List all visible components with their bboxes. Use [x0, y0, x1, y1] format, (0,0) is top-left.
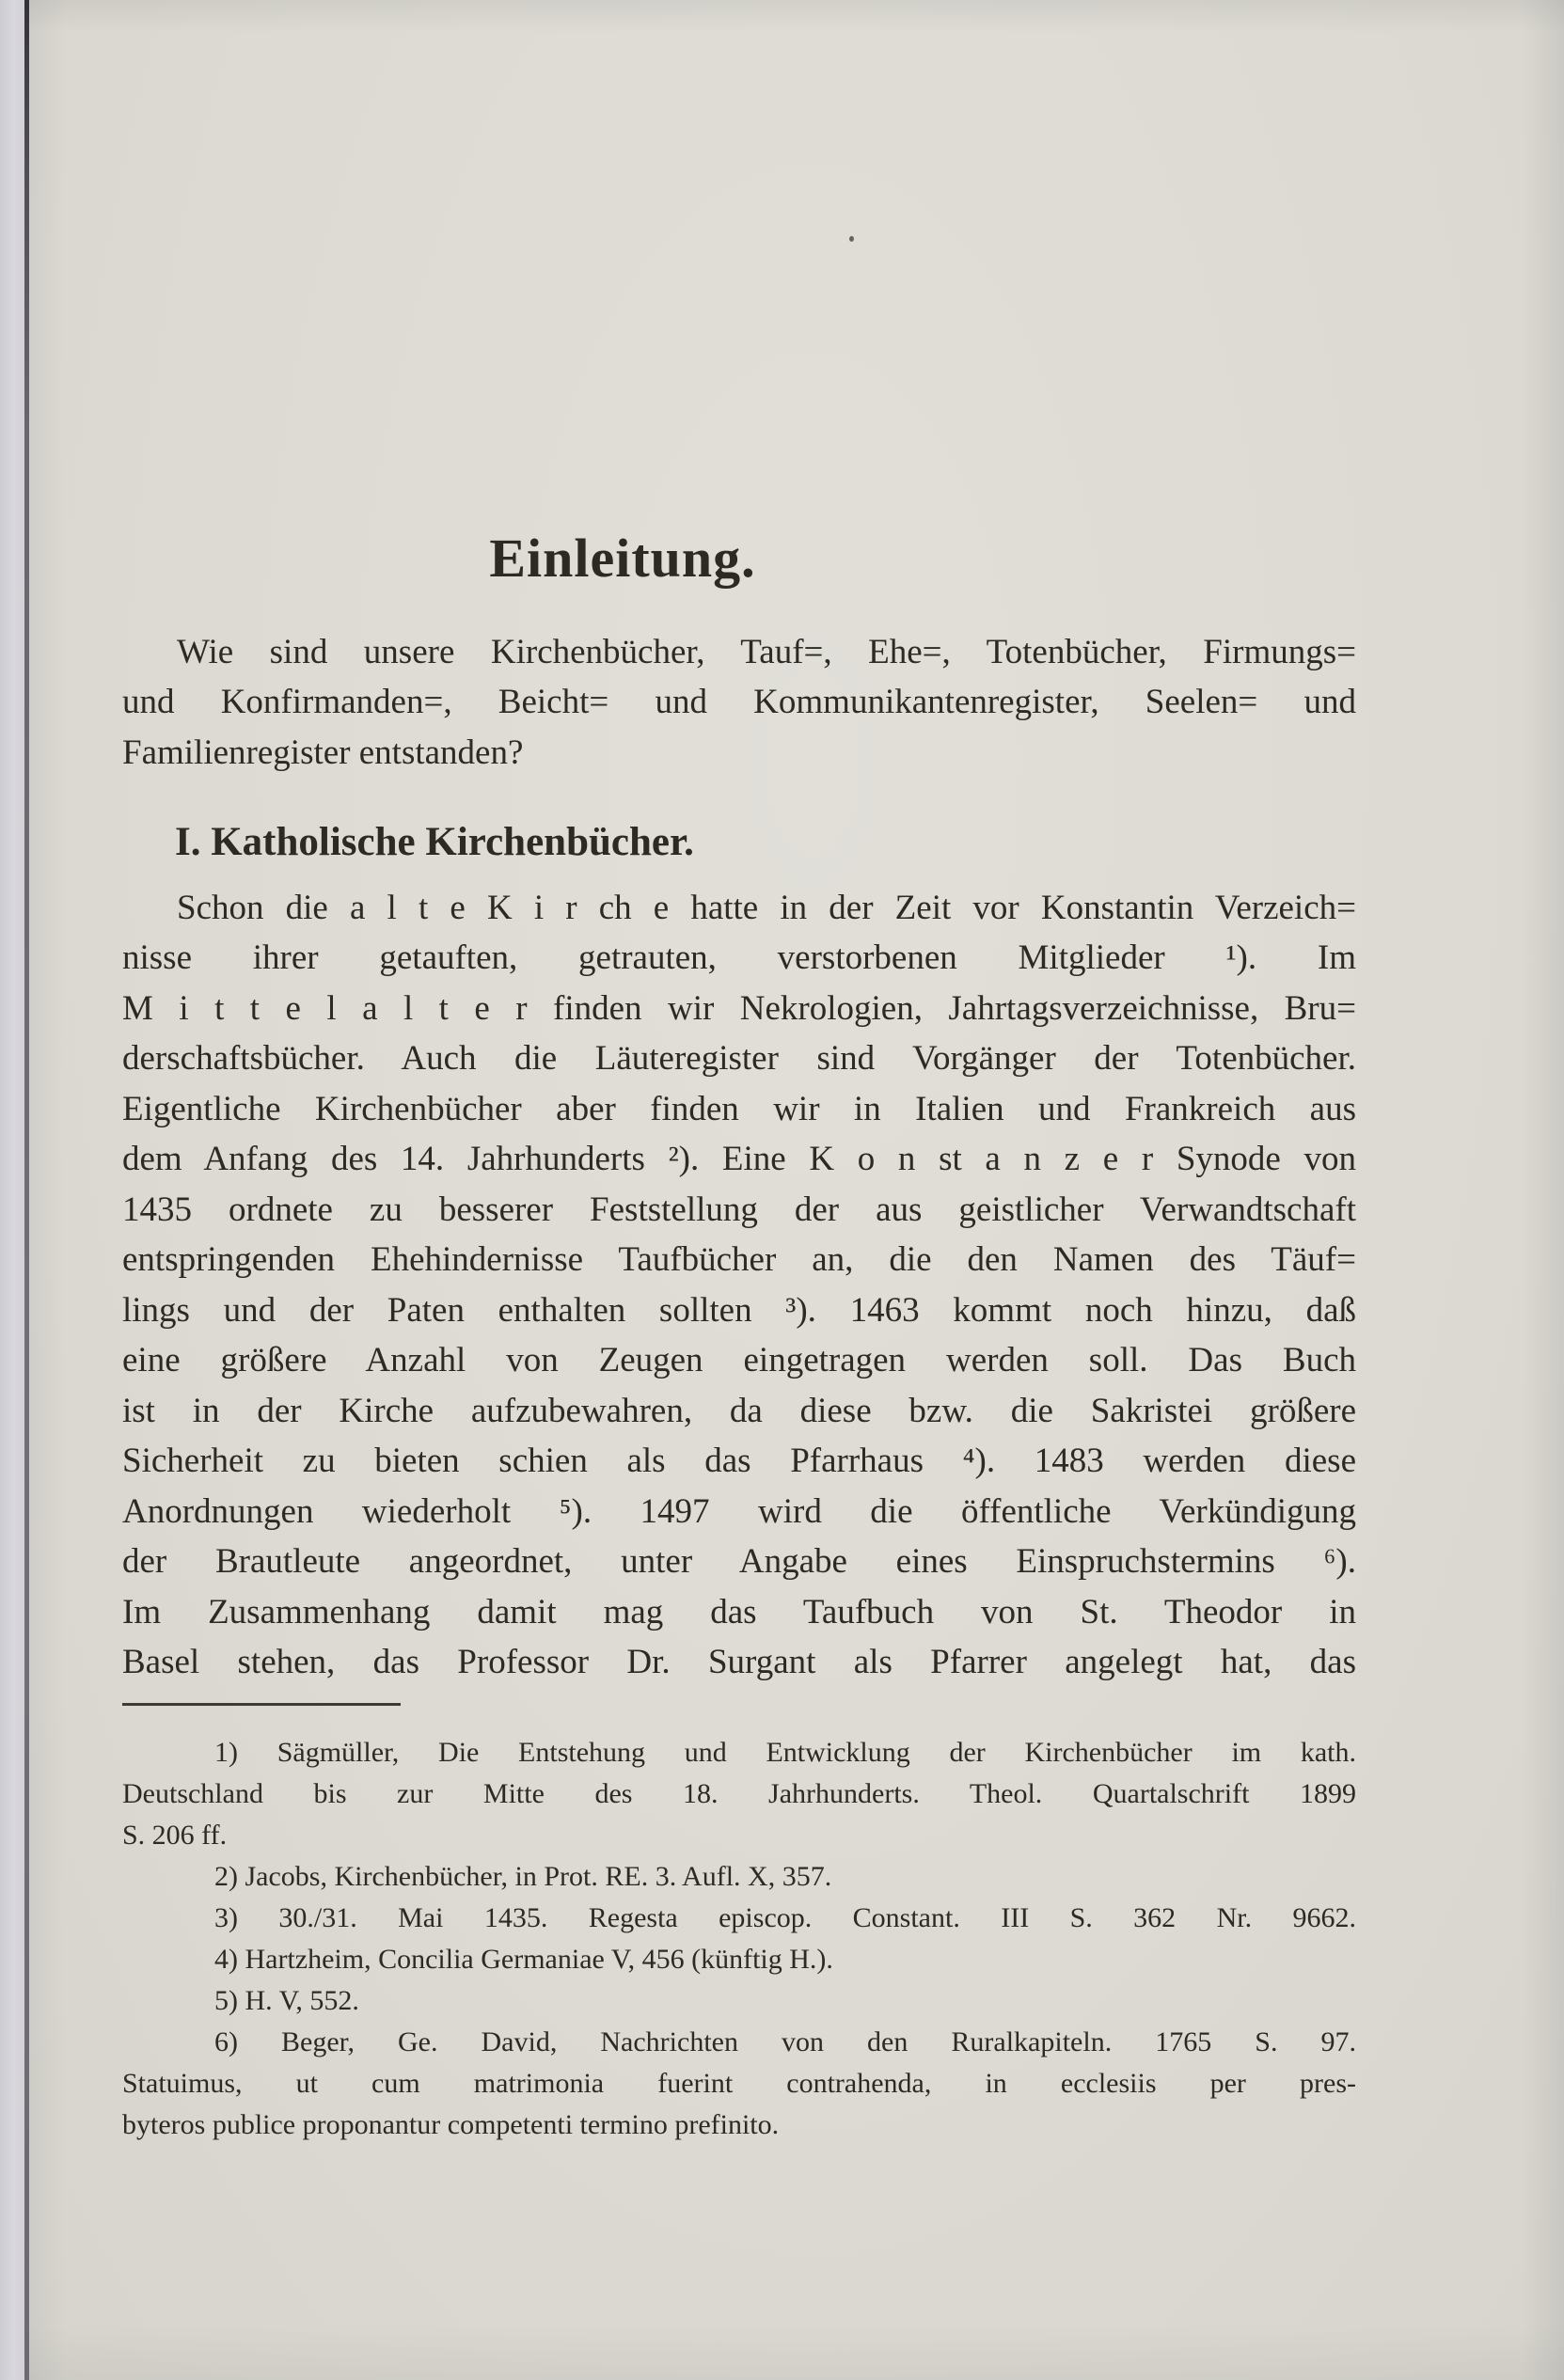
text-line: 1) Sägmüller, Die Entstehung und Entwicklung der Kirchenbücher im kath. [214, 1736, 1356, 1768]
text-line: eine größere Anzahl von Zeugen eingetragen werden soll. Das Buch [122, 1341, 1356, 1380]
text-line: 5) H. V, 552. [214, 1984, 359, 2016]
text-line: derschaftsbücher. Auch die Läuteregister sind Vorgänger der Totenbücher. [122, 1039, 1356, 1079]
text-line: der Brautleute angeordnet, unter Angabe eines Einspruchstermins ⁶). [122, 1542, 1356, 1582]
text-line: und Konfirmanden=, Beicht= und Kommunikantenregister, Seelen= und [122, 683, 1356, 722]
text-line: 1435 ordnete zu besserer Feststellung der aus geistlicher Verwandtschaft [122, 1190, 1356, 1229]
text-line: 4) Hartzheim, Concilia Germaniae V, 456 (künftig H.). [214, 1943, 833, 1975]
text-line: entspringenden Ehehindernisse Taufbücher an, die den Namen des Täuf= [122, 1240, 1356, 1280]
text-line: 2) Jacobs, Kirchenbücher, in Prot. RE. 3. Aufl. X, 357. [214, 1860, 832, 1892]
page-title: Einleitung. [489, 528, 756, 589]
section-heading: I. Katholische Kirchenbücher. [175, 820, 694, 865]
text-line: 3) 30./31. Mai 1435. Regesta episcop. Constant. III S. 362 Nr. 9662. [214, 1901, 1356, 1933]
text-line: Familienregister entstanden? [122, 733, 524, 772]
book-binding-edge [0, 0, 25, 2380]
text-line: Statuimus, ut cum matrimonia fuerint contrahenda, in ecclesiis per pres- [122, 2067, 1356, 2099]
intro-paragraph [122, 627, 1356, 779]
text-line: S. 206 ff. [122, 1819, 228, 1851]
text-line: Eigentliche Kirchenbücher aber finden wir in Italien und Frankreich aus [122, 1089, 1356, 1128]
text-line: byteros publice proponantur competenti termino prefinito. [122, 2108, 780, 2140]
text-line: Anordnungen wiederholt ⁵). 1497 wird die öffentliche Verkündigung [122, 1491, 1356, 1531]
binding-crease-line [24, 0, 29, 2380]
text-line: ist in der Kirche aufzubewahren, da diese bzw. die Sakristei größere [122, 1391, 1356, 1430]
text-line: Im Zusammenhang damit mag das Taufbuch von St. Theodor in [122, 1592, 1356, 1631]
text-line: 6) Beger, Ge. David, Nachrichten von den Ruralkapiteln. 1765 S. 97. [214, 2025, 1356, 2057]
text-line: M i t t e l a l t e r finden wir Nekrologien, Jahrtagsverzeichnisse, Bru= [122, 988, 1356, 1028]
text-line: Wie sind unsere Kirchenbücher, Tauf=, Ehe=, Totenbücher, Firmungs= [177, 632, 1356, 671]
text-line: Deutschland bis zur Mitte des 18. Jahrhunderts. Theol. Quartalschrift 1899 [122, 1777, 1356, 1809]
text-line: Sicherheit zu bieten schien als das Pfarrhaus ⁴). 1483 werden diese [122, 1442, 1356, 1481]
footnote-separator [122, 1703, 401, 1706]
text-line: Schon die a l t e K i r ch e hatte in der Zeit vor Konstantin Verzeich= [177, 888, 1356, 927]
text-line: nisse ihrer getauften, getrauten, verstorbenen Mitglieder ¹). Im [122, 938, 1356, 978]
text-line: lings und der Paten enthalten sollten ³). 1463 kommt noch hinzu, daß [122, 1290, 1356, 1330]
page-content [122, 0, 1356, 2146]
text-line: dem Anfang des 14. Jahrhunderts ²). Eine K o n st a n z e r Synode von [122, 1140, 1356, 1179]
footnotes-block [122, 1732, 1356, 2146]
text-line: Basel stehen, das Professor Dr. Surgant als Pfarrer angelegt hat, das [122, 1643, 1356, 1682]
section-paragraph [122, 883, 1356, 1688]
